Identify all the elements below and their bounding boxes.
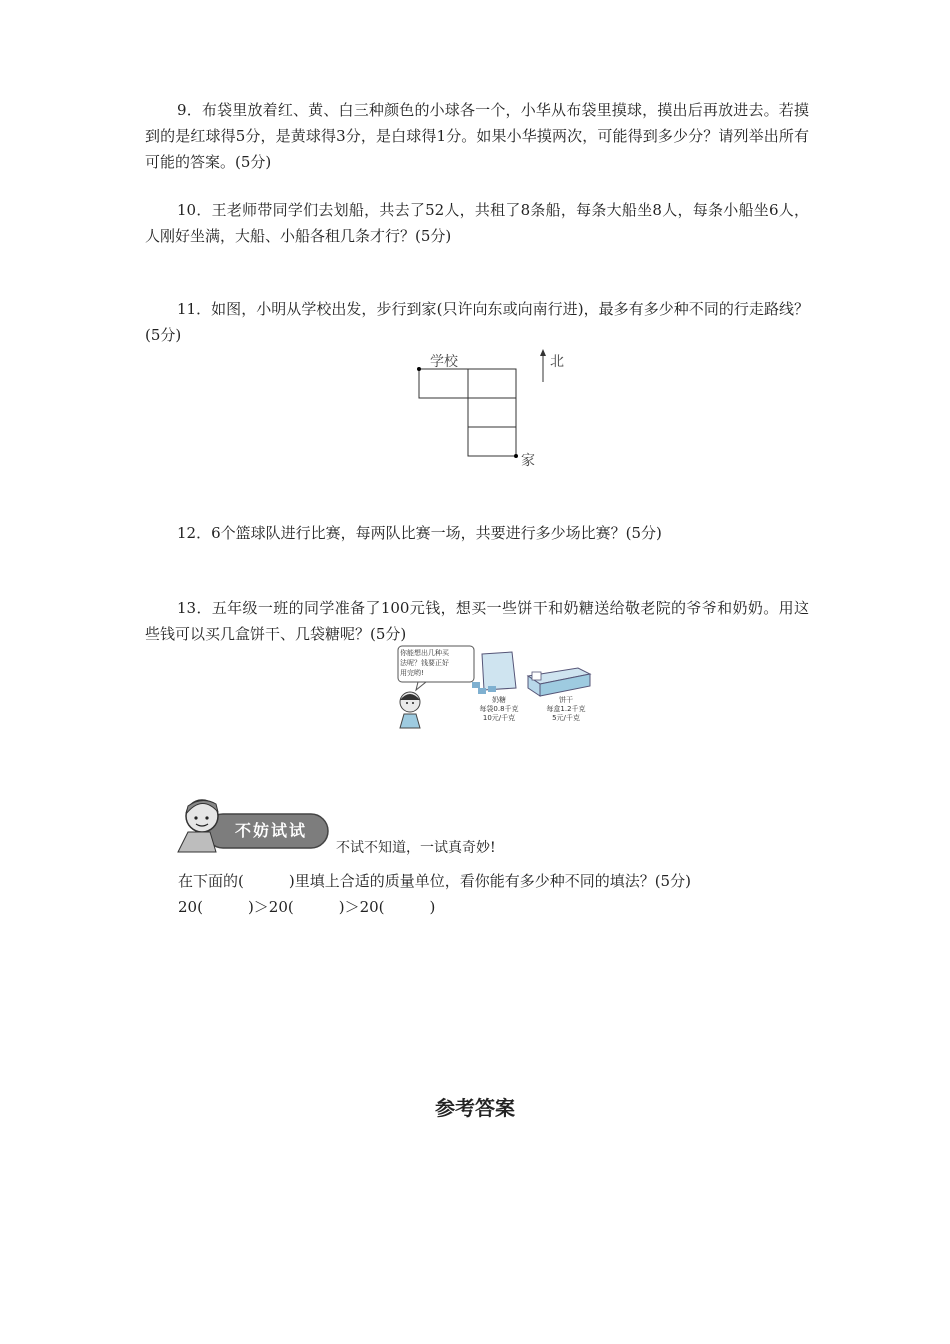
question-10: 10．王老师带同学们去划船，共去了52人，共租了8条船，每条大船坐8人，每条小船坐6人，人刚好坐满，大船、小船各租几条才行？(5分) <box>145 201 809 245</box>
answers-title: 参考答案 <box>435 1096 515 1120</box>
biscuit-price: 5元/千克 <box>552 714 580 722</box>
question-9: 9．布袋里放着红、黄、白三种颜色的小球各一个，小华从布袋里摸球，摸出后再放进去。若摸到的是红球得5分，是黄球得3分，是白球得1分。如果小华摸两次，可能得到多少分？请列举出所有可能的答案。(5分) <box>145 101 809 171</box>
biscuit-box-icon <box>528 668 590 696</box>
candy-price: 10元/千克 <box>482 714 516 722</box>
question-12: 12．6个篮球队进行比赛，每两队比赛一场，共要进行多少场比赛？(5分) <box>177 524 662 542</box>
grid-cell <box>419 369 468 398</box>
biscuit-weight: 每盒1.2千克 <box>546 705 586 713</box>
banner-text: 不妨试试 <box>234 821 307 840</box>
speech-line-1: 你能想出几种买 <box>400 649 449 657</box>
kid-icon <box>178 800 218 852</box>
speech-line-2: 法呢？钱要正好 <box>400 659 449 667</box>
fill-in-expression: 20( )＞20( )＞20( ) <box>178 898 436 916</box>
question-13: 13．五年级一班的同学准备了100元钱，想买一些饼干和奶糖送给敬老院的爷爷和奶奶。用这些钱可以买几盒饼干、几袋糖呢？(5分) <box>145 599 809 643</box>
question-11: 11．如图，小明从学校出发，步行到家(只许向东或向南行进)，最多有多少种不同的行走路线？(5分) <box>145 300 809 344</box>
try-it-banner <box>176 794 332 856</box>
north-label: 北 <box>550 354 564 370</box>
candy-name: 奶糖 <box>492 696 506 704</box>
home-point <box>514 454 518 458</box>
biscuit-name: 饼干 <box>559 696 573 704</box>
school-label: 学校 <box>430 354 458 370</box>
grid-cell <box>468 398 516 427</box>
shop-illustration <box>388 644 594 730</box>
speech-line-3: 用完哟! <box>400 669 424 677</box>
candy-weight: 每袋0.8千克 <box>479 705 519 713</box>
route-map-figure <box>410 346 580 472</box>
home-label: 家 <box>521 453 535 469</box>
grid-cell <box>468 369 516 398</box>
north-arrow-icon <box>540 349 546 356</box>
speech-bubble-tail <box>416 682 426 690</box>
candy-bag-icon <box>472 652 516 694</box>
girl-icon <box>400 692 420 728</box>
school-point <box>417 367 421 371</box>
try-question: 在下面的( )里填上合适的质量单位，看你能有多少种不同的填法？(5分) <box>178 872 691 890</box>
try-slogan: 不试不知道，一试真奇妙! <box>336 840 496 856</box>
grid-cell <box>468 427 516 456</box>
